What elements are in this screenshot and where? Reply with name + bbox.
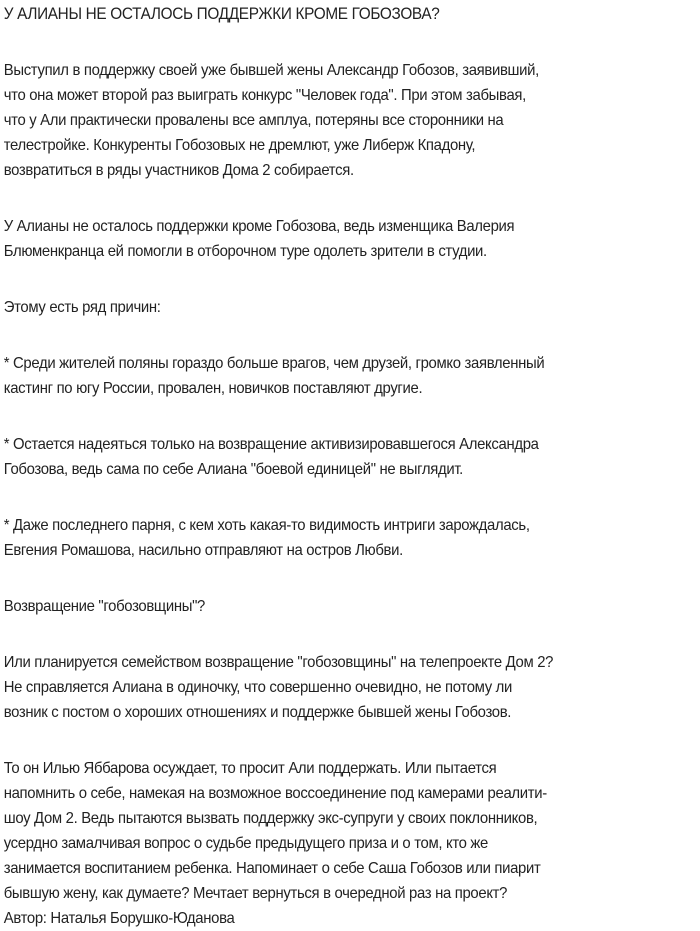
text-line: Или планируется семейством возвращение "гобозовщины" на телепроекте Дом 2? <box>3 654 554 671</box>
text-line: занимается воспитанием ребенка. Напоминает о себе Саша Гобозов или пиарит <box>3 860 541 877</box>
paragraph-reason-1 <box>4 351 700 401</box>
spacer <box>4 563 700 594</box>
text-line: что она может второй раз выиграть конкурс "Человек года". При этом забывая, <box>3 87 526 104</box>
text-line: * Даже последнего парня, с кем хоть какая-то видимость интриги зарождалась, <box>3 517 530 534</box>
spacer <box>4 482 700 513</box>
text-line: Этому есть ряд причин: <box>3 299 161 316</box>
text-line: Гобозова, ведь сама по себе Алиана "боевой единицей" не выглядит. <box>3 461 463 478</box>
text-line: возвратиться в ряды участников Дома 2 собирается. <box>3 162 354 179</box>
paragraph-reason-2 <box>4 432 700 482</box>
paragraph-reason-3 <box>4 513 700 563</box>
paragraph-subheading <box>4 594 700 619</box>
text-line: напомнить о себе, намекая на возможное воссоединение под камерами реалити- <box>3 785 547 802</box>
text-line: Блюменкранца ей помогли в отборочном туре одолеть зрители в студии. <box>3 243 487 260</box>
article-title: У АЛИАНЫ НЕ ОСТАЛОСЬ ПОДДЕРЖКИ КРОМЕ ГОБОЗОВА? <box>3 5 440 23</box>
text-line: кастинг по югу России, провален, новичков поставляют другие. <box>3 380 423 397</box>
paragraph-support <box>4 214 700 264</box>
text-line: То он Илью Яббарова осуждает, то просит Али поддержать. Или пытается <box>3 760 497 777</box>
text-line: У Алианы не осталось поддержки кроме Гобозова, ведь изменщика Валерия <box>3 218 515 235</box>
paragraph-intro <box>4 58 700 183</box>
text-line: * Остается надеяться только на возвращение активизировавшегося Александра <box>3 436 539 453</box>
spacer <box>4 401 700 432</box>
text-line: Евгения Ромашова, насильно отправляют на остров Любви. <box>3 542 403 559</box>
paragraph-conclusion <box>4 756 700 931</box>
text-line: Возвращение "гобозовщины"? <box>3 598 206 615</box>
text-line: усердно замалчивая вопрос о судьбе предыдущего приза и о том, кто же <box>3 835 489 852</box>
text-line: * Среди жителей поляны гораздо больше врагов, чем друзей, громко заявленный <box>3 355 545 372</box>
spacer <box>4 725 700 756</box>
text-line: Выступил в поддержку своей уже бывшей жены Александр Гобозов, заявивший, <box>3 62 539 79</box>
spacer <box>4 264 700 295</box>
text-line: что у Али практически провалены все амплуа, потеряны все сторонники на <box>3 112 504 129</box>
spacer <box>4 27 700 58</box>
spacer <box>4 619 700 650</box>
spacer <box>4 183 700 214</box>
paragraph-return <box>4 650 700 725</box>
text-line: возник с постом о хороших отношениях и поддержке бывшей жены Гобозов. <box>3 704 512 721</box>
author-line: Автор: Наталья Борушко-Юданова <box>3 910 235 927</box>
spacer <box>4 320 700 351</box>
paragraph-reasons-heading <box>4 295 700 320</box>
text-line: шоу Дом 2. Ведь пытаются вызвать поддержку экс-супруги у своих поклонников, <box>3 810 538 827</box>
text-line: Не справляется Алиана в одиночку, что совершенно очевидно, не потому ли <box>3 679 513 696</box>
text-line: бывшую жену, как думаете? Мечтает вернуться в очередной раз на проект? <box>3 885 508 902</box>
text-line: телестройке. Конкуренты Гобозовых не дремлют, уже Либерж Кпадону, <box>3 137 476 154</box>
